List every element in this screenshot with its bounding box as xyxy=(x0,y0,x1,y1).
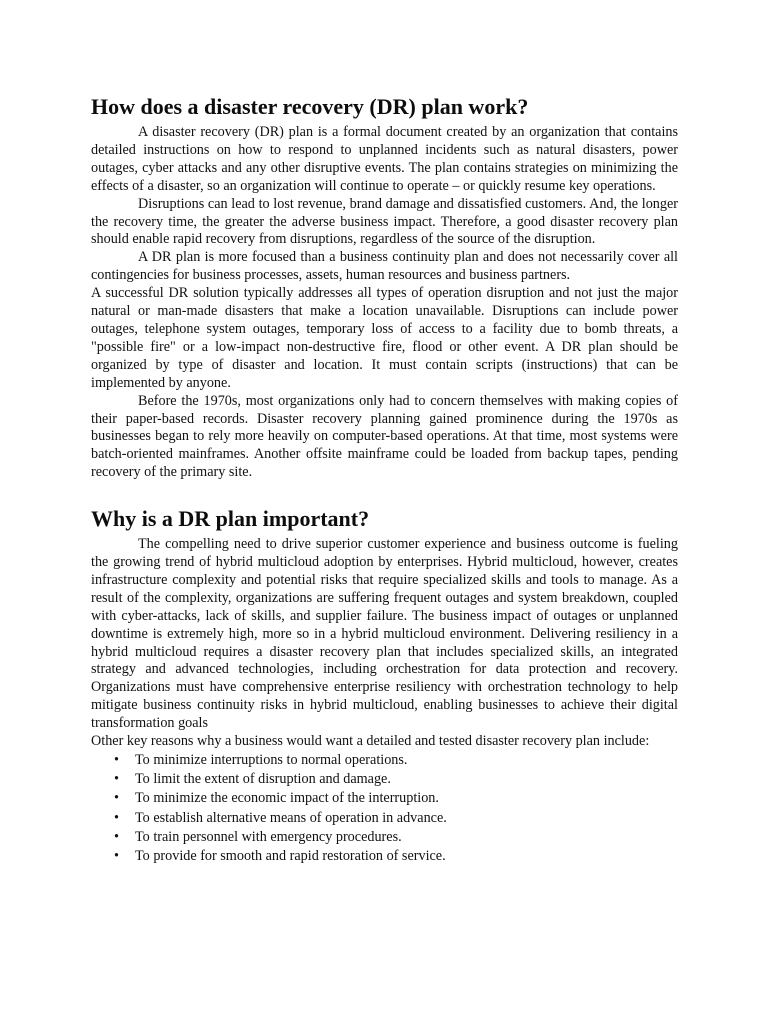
list-item xyxy=(91,809,678,828)
list-item xyxy=(91,770,678,789)
paragraph: Before the 1970s, most organizations only had to concern themselves with making copies of their paper-based records. Disaster recovery planning gained prominence during the 1970s as businesses began to rely more heavily on computer-based operations. At that time, most systems were batch-oriented mainframes. Another offsite mainframe could be loaded from backup tapes, pending recovery of the primary site. xyxy=(91,392,678,481)
list-item-text: To establish alternative means of operation in advance. xyxy=(135,809,447,826)
bullet-icon: • xyxy=(114,828,119,845)
bullet-icon: • xyxy=(114,809,119,826)
section-heading-how-dr-works: How does a disaster recovery (DR) plan work? xyxy=(91,94,529,119)
list-item-text: To train personnel with emergency procedures. xyxy=(135,828,402,845)
list-item xyxy=(91,789,678,808)
paragraph: A disaster recovery (DR) plan is a formal document created by an organization that contains detailed instructions on how to respond to unplanned incidents such as natural disasters, power outages, cyber attacks and any other disruptive events. The plan contains strategies on minimizing the effects of a disaster, so an organization will continue to operate – or quickly resume key operations. xyxy=(91,124,678,194)
paragraph: A DR plan is more focused than a business continuity plan and does not necessarily cover all contingencies for business processes, assets, human resources and business partners. xyxy=(91,249,678,284)
list-item-text: To limit the extent of disruption and damage. xyxy=(135,771,391,788)
list-item-text: To minimize interruptions to normal operations. xyxy=(135,752,408,768)
section-heading-why-dr-important: Why is a DR plan important? xyxy=(91,506,370,532)
list-item-text: To minimize the economic impact of the interruption. xyxy=(135,790,439,807)
list-item-text: To provide for smooth and rapid restoration of service. xyxy=(135,848,446,865)
bullet-icon: • xyxy=(114,771,119,788)
document-page xyxy=(91,93,678,866)
bullet-icon: • xyxy=(114,790,119,807)
bullet-icon: • xyxy=(114,848,119,865)
list-item xyxy=(91,828,678,847)
list-item xyxy=(91,751,678,770)
paragraph: The compelling need to drive superior customer experience and business outcome is fueling the growing trend of hybrid multicloud adoption by enterprises. Hybrid multicloud, however, creates infrastructure complexity and potential risks that require specialized skills and tools to manage. As a result of the complexity, organizations are suffering frequent outages and system breakdown, coupled with cyber-attacks, lack of skills, and supplier failure. The business impact of outages or unplanned downtime is extremely high, more so in a hybrid multicloud environment. Delivering resiliency in a hybrid multicloud requires a disaster recovery plan that includes specialized skills, an integrated strategy and advanced technologies, including orchestration for data protection and recovery. Organizations must have comprehensive enterprise resiliency with orchestration technology to help mitigate business continuity risks in hybrid multicloud, enabling businesses to achieve their digital transformation goals xyxy=(91,536,678,732)
bullet-icon: • xyxy=(114,752,119,768)
list-item xyxy=(91,847,678,866)
paragraph: A successful DR solution typically addresses all types of operation disruption and not just the major natural or man-made disasters that make a location unavailable. Disruptions can include power outages, telephone system outages, temporary loss of access to a facility due to bomb threats, a "possible fire" or a low-impact non-destructive fire, flood or other event. A DR plan should be organized by type of disaster and location. It must contain scripts (instructions) that can be implemented by anyone. xyxy=(91,285,678,391)
paragraph: Other key reasons why a business would want a detailed and tested disaster recovery plan include: xyxy=(91,733,650,750)
paragraph: Disruptions can lead to lost revenue, brand damage and dissatisfied customers. And, the longer the recovery time, the greater the adverse business impact. Therefore, a good disaster recovery plan should enable rapid recovery from disruptions, regardless of the source of the disruption. xyxy=(91,195,678,248)
reasons-list xyxy=(91,751,678,866)
